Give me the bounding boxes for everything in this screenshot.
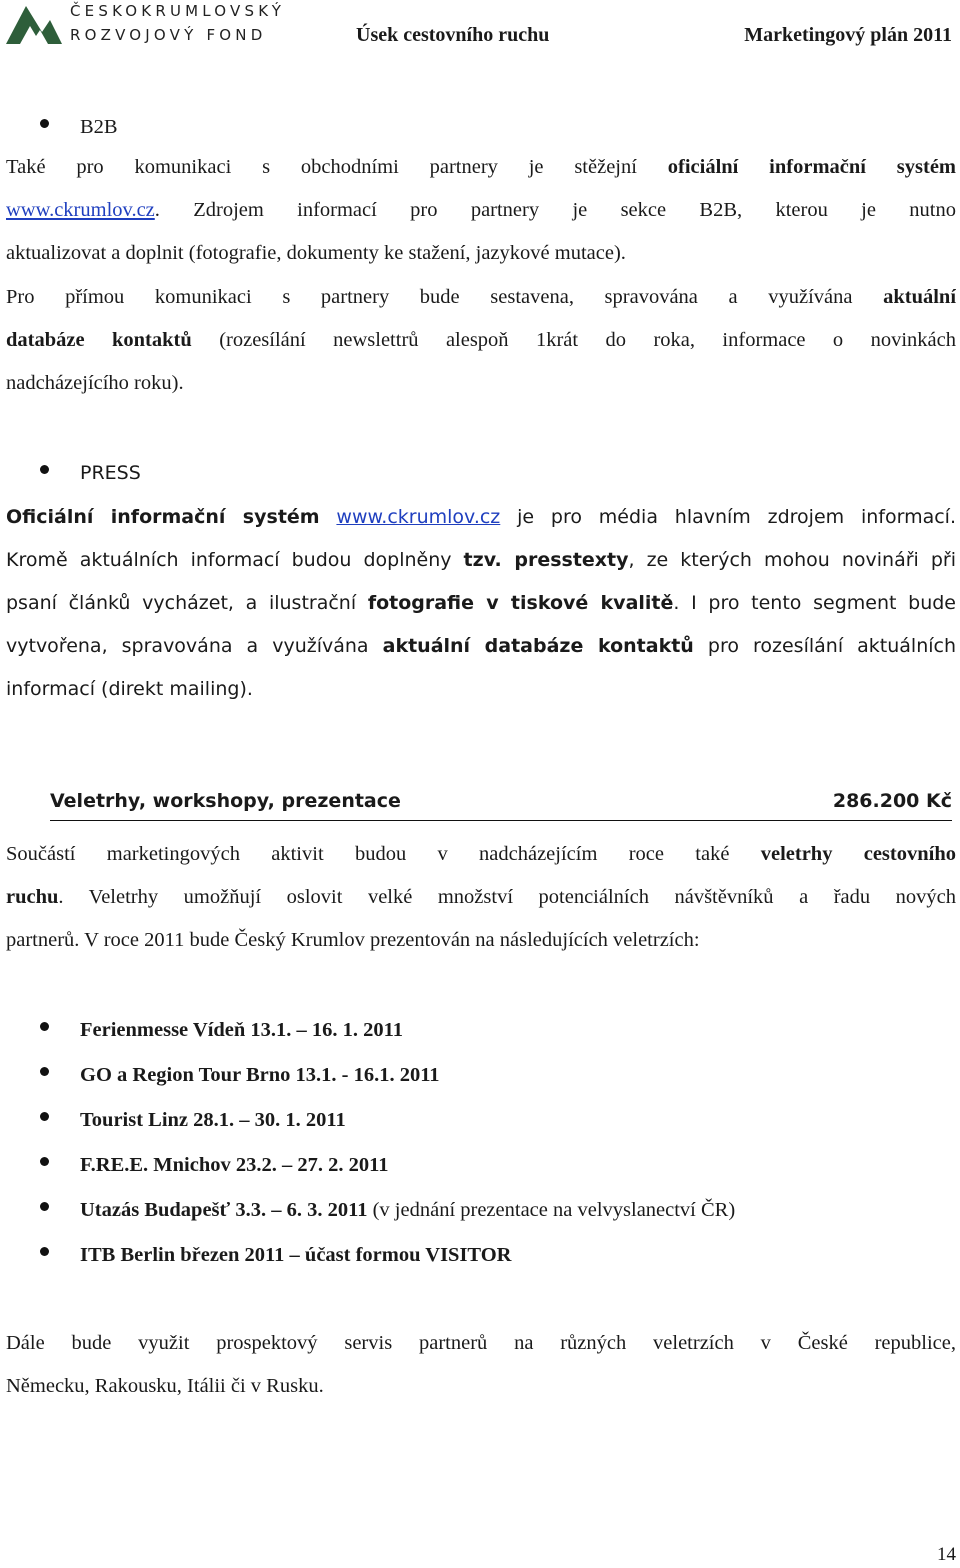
paragraph-line: Oficiální informační systém www.ckrumlov.cz je pro média hlavním zdrojem informací. bbox=[6, 506, 956, 528]
header-section: Úsek cestovního ruchu bbox=[356, 24, 550, 46]
paragraph-line: partnerů. V roce 2011 bude Český Krumlov prezentován na následujících veletrzích: bbox=[6, 929, 700, 951]
paragraph-line: informací (direkt mailing). bbox=[6, 678, 253, 700]
ckrumlov-link[interactable]: www.ckrumlov.cz bbox=[6, 199, 155, 221]
bullet-dot bbox=[40, 1247, 49, 1256]
paragraph-line: Německu, Rakousku, Itálii či v Rusku. bbox=[6, 1375, 324, 1397]
paragraph-line: nadcházejícího roku). bbox=[6, 372, 184, 394]
paragraph-line: psaní článků vycházet, a ilustrační fotografie v tiskové kvalitě. I pro tento segment bude bbox=[6, 592, 956, 614]
bullet-dot bbox=[40, 1022, 49, 1031]
page-number: 14 bbox=[937, 1544, 956, 1565]
b2b-paragraph-1 bbox=[6, 146, 956, 275]
paragraph-line: vytvořena, spravována a využívána aktuální databáze kontaktů pro rozesílání aktuálních bbox=[6, 635, 956, 657]
header-doc-title: Marketingový plán 2011 bbox=[744, 24, 952, 46]
logo-icon bbox=[4, 2, 64, 46]
logo-text-line2: ROZVOJOVÝ FOND bbox=[70, 26, 267, 44]
paragraph-line: Také pro komunikaci s obchodními partnery je stěžejní oficiální informační systém bbox=[6, 156, 956, 178]
bullet-dot bbox=[40, 465, 49, 474]
paragraph-line: aktualizovat a doplnit (fotografie, dokumenty ke stažení, jazykové mutace). bbox=[6, 242, 626, 264]
ckrumlov-link[interactable]: www.ckrumlov.cz bbox=[336, 506, 501, 528]
bullet-dot bbox=[40, 1157, 49, 1166]
bullet-dot bbox=[40, 1112, 49, 1121]
b2b-paragraph-2 bbox=[6, 276, 956, 405]
bullet-press-label: PRESS bbox=[80, 462, 141, 484]
paragraph-line: ruchu. Veletrhy umožňují oslovit velké množství potenciálních návštěvníků a řadu nových bbox=[6, 886, 956, 908]
paragraph-line: Pro přímou komunikaci s partnery bude sestavena, spravována a využívána aktuální bbox=[6, 286, 956, 308]
paragraph-line: www.ckrumlov.cz. Zdrojem informací pro partnery je sekce B2B, kterou je nutno bbox=[6, 199, 956, 221]
bullet-dot bbox=[40, 119, 49, 128]
bullet-dot bbox=[40, 1202, 49, 1211]
logo-text-line1: ČESKOKRUMLOVSKÝ bbox=[70, 2, 286, 20]
fairs-paragraph-2 bbox=[6, 1322, 956, 1408]
page-header bbox=[0, 0, 960, 60]
bullet-b2b-label: B2B bbox=[80, 116, 118, 138]
bullet-dot bbox=[40, 1067, 49, 1076]
paragraph-line: databáze kontaktů (rozesílání newslettrů alespoň 1krát do roka, informace o novinkách bbox=[6, 329, 956, 351]
section-price: 286.200 Kč bbox=[832, 790, 952, 812]
press-paragraph bbox=[6, 496, 956, 711]
section-title: Veletrhy, workshopy, prezentace bbox=[50, 790, 401, 812]
paragraph-line: Součástí marketingových aktivit budou v nadcházejícím roce také veletrhy cestovního bbox=[6, 843, 956, 865]
paragraph-line: Dále bude využit prospektový servis partnerů na různých veletrzích v České republice, bbox=[6, 1332, 956, 1354]
fairs-paragraph-1 bbox=[6, 833, 956, 962]
paragraph-line: Kromě aktuálních informací budou doplněny tzv. presstexty, ze kterých mohou novináři při bbox=[6, 549, 956, 571]
section-heading bbox=[50, 790, 952, 821]
